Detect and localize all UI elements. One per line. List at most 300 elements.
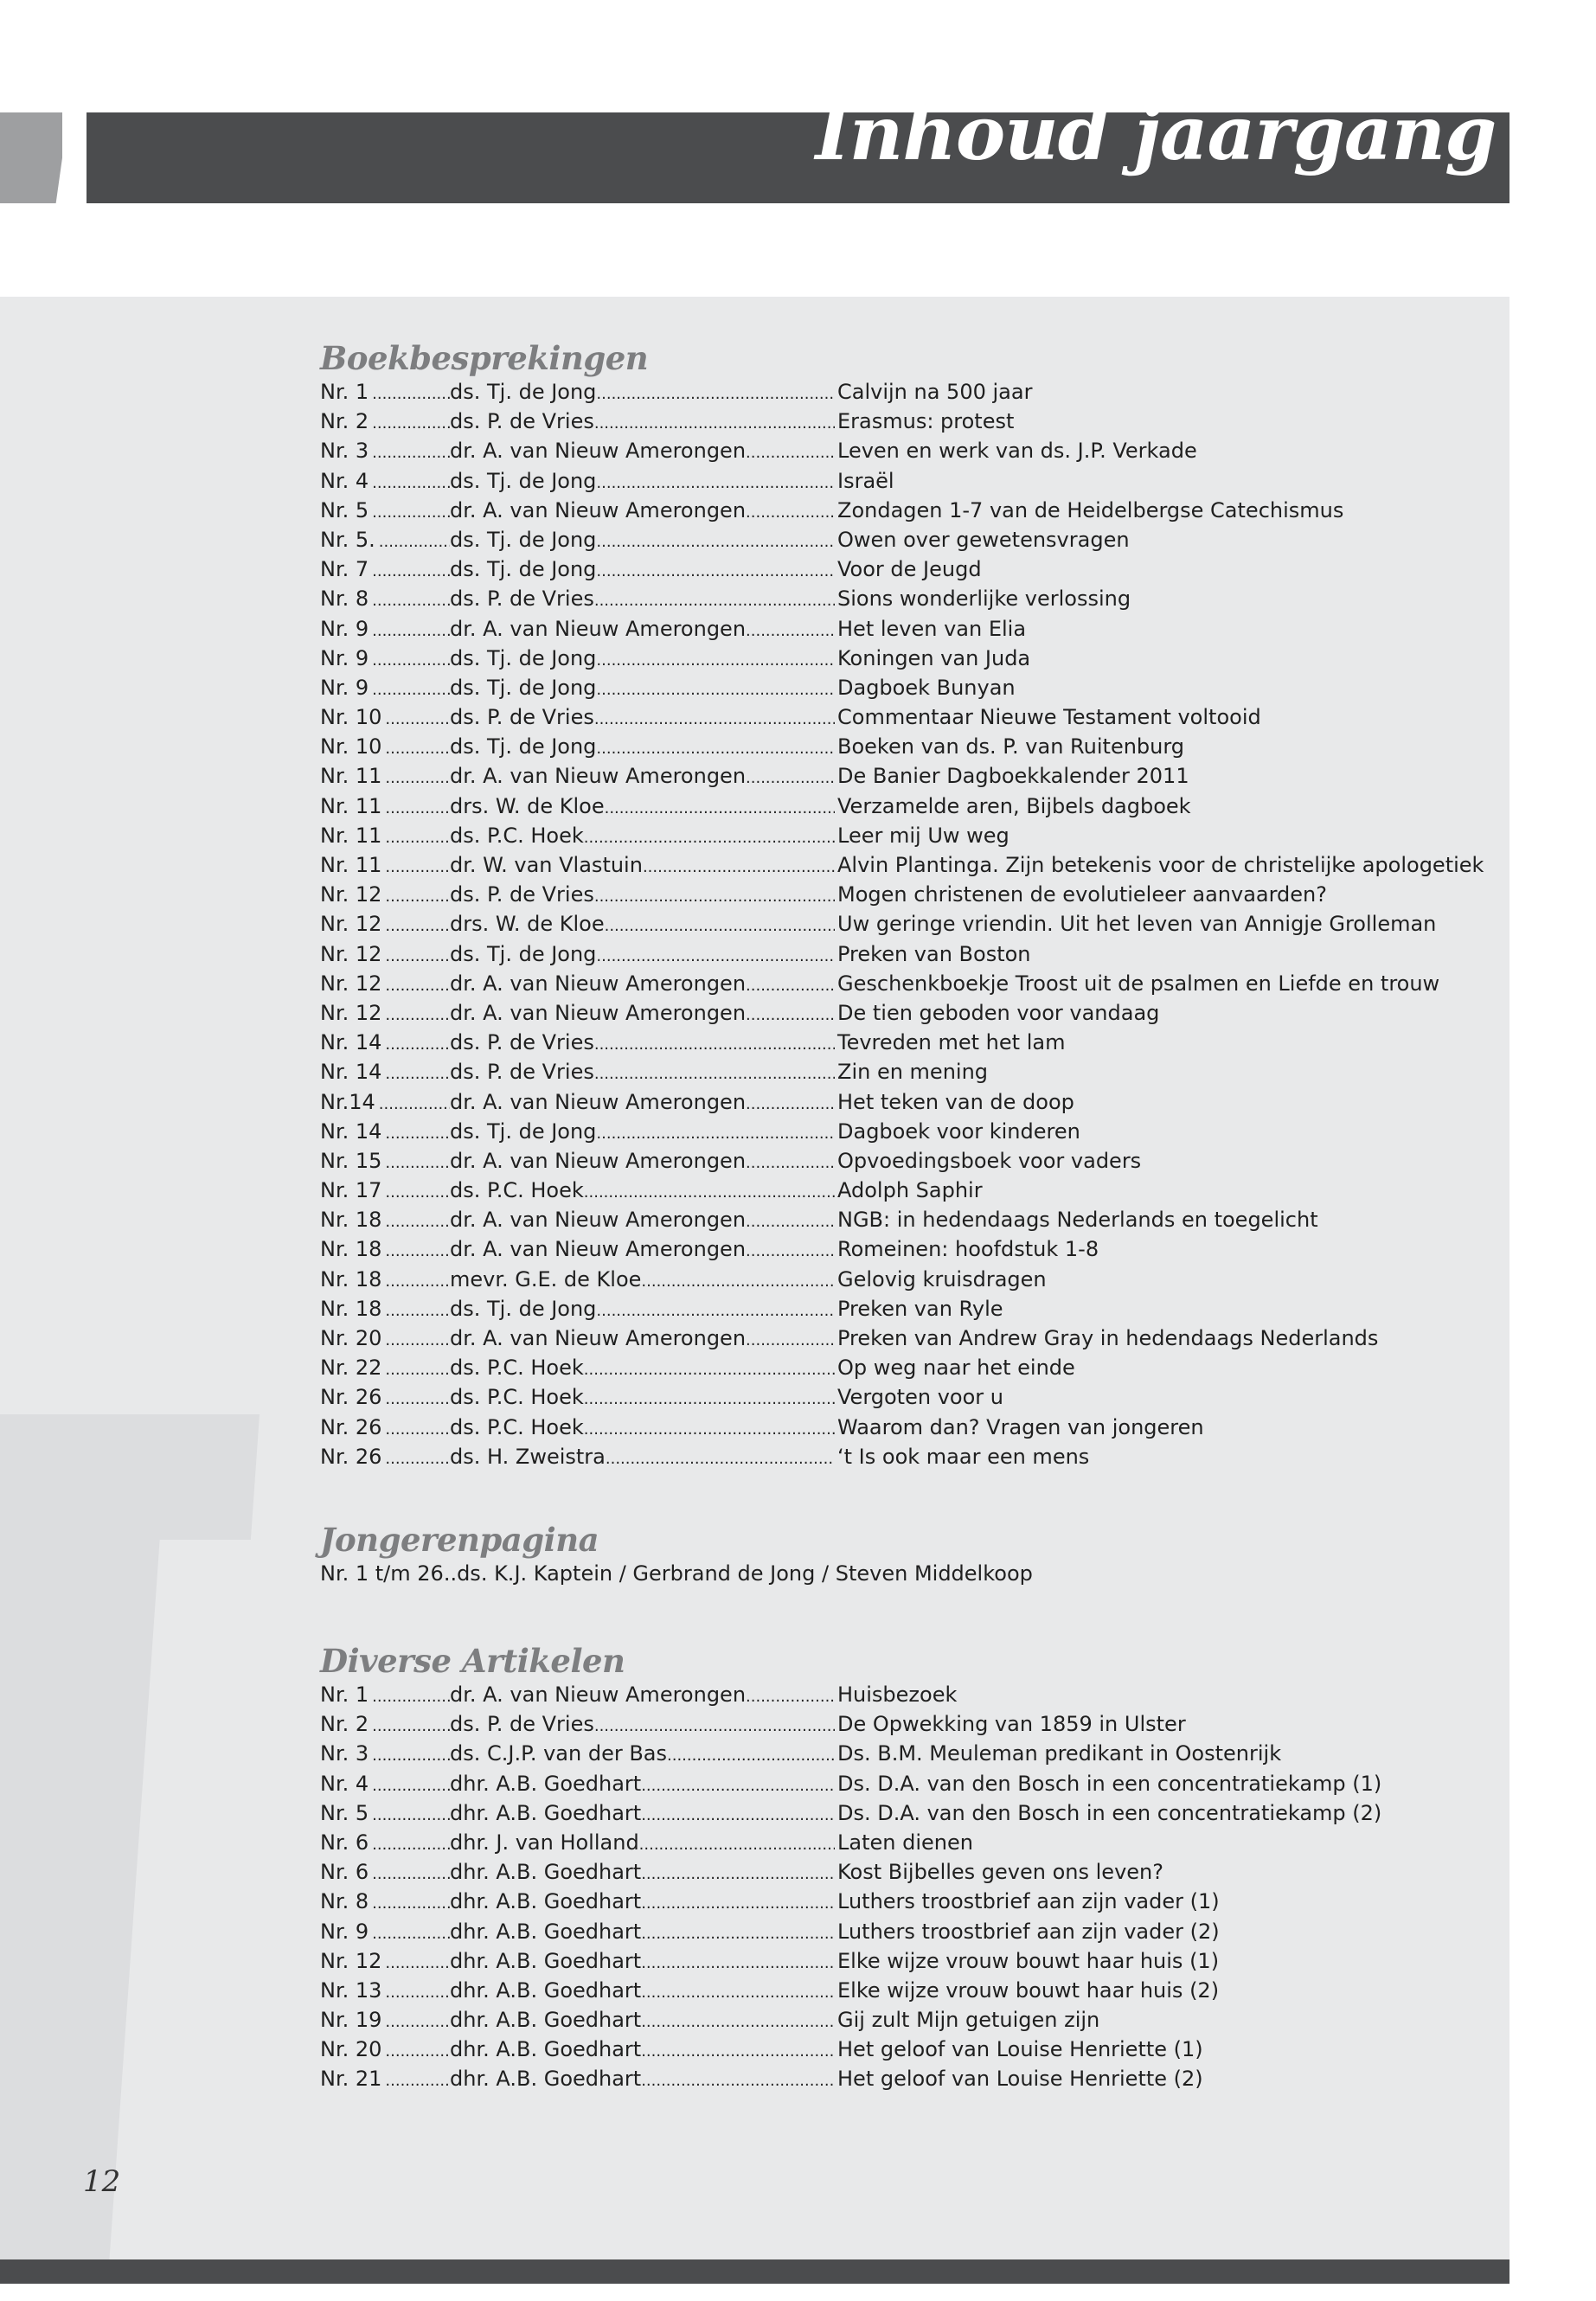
toc-entry [320, 761, 1488, 791]
entry-title: Uw geringe vriendin. Uit het leven van Annigje Grolleman [837, 912, 1437, 937]
entry-title: Gij zult Mijn getuigen zijn [837, 2008, 1100, 2033]
entry-author: mevr. G.E. de Kloe [450, 1266, 642, 1292]
dot-leader [667, 1741, 835, 1771]
entry-reference [320, 821, 837, 853]
entry-reference [320, 1442, 837, 1474]
section-jongerenpagina [320, 1521, 1488, 1588]
entry-author: ds. Tj. de Jong [450, 941, 597, 966]
dot-leader [594, 705, 835, 734]
dot-leader [746, 1326, 835, 1356]
toc-entry [320, 1205, 1488, 1234]
entry-reference [320, 1857, 837, 1889]
entry-title: NGB: in hedendaags Nederlands en toegelicht [837, 1208, 1318, 1233]
toc-entry [320, 850, 1488, 880]
entry-issue-number: Nr. 1 [320, 380, 369, 404]
entry-reference [320, 1739, 837, 1771]
watermark-shape-top [0, 1414, 260, 1540]
entry-author: ds. Tj. de Jong [450, 380, 597, 404]
entry-issue-number: Nr. 15 [320, 1148, 382, 1173]
dot-leader [372, 1920, 450, 1949]
entry-reference [320, 1887, 837, 1919]
entry-reference [320, 1205, 837, 1237]
dot-leader [746, 1149, 835, 1178]
entry-issue-number: Nr. 26 [320, 1414, 382, 1439]
entry-author: dr. A. van Nieuw Amerongen [450, 497, 747, 522]
entry-title: Zondagen 1-7 van de Heidelbergse Catechismus [837, 497, 1344, 522]
entry-issue-number: Nr. 12 [320, 971, 382, 996]
entry-issue-number: Nr. 26 [320, 1385, 382, 1410]
entry-author: dr. A. van Nieuw Amerongen [450, 439, 747, 464]
dot-leader [372, 1741, 450, 1771]
dot-leader [385, 1178, 450, 1208]
entry-author: ds. P.C. Hoek [450, 1356, 584, 1381]
entry-author: dhr. A.B. Goedhart [450, 1771, 642, 1796]
dot-leader [385, 1149, 450, 1178]
entry-issue-number: Nr. 12 [320, 941, 382, 966]
entry-title: Zin en mening [837, 1060, 989, 1085]
dot-leader [643, 853, 835, 882]
entry-title: Het teken van de doop [837, 1089, 1074, 1114]
dot-leader [641, 1889, 835, 1919]
entry-issue-number: Nr. 4 [320, 1771, 369, 1796]
dot-leader [584, 1356, 835, 1385]
entry-issue-number: Nr. 8 [320, 1889, 369, 1914]
toc-entry [320, 1382, 1488, 1412]
entry-title: Romeinen: hoofdstuk 1-8 [837, 1237, 1099, 1262]
entry-author: dr. A. van Nieuw Amerongen [450, 1148, 747, 1173]
dot-leader [372, 469, 450, 498]
dot-leader [385, 794, 450, 824]
entry-reference [320, 792, 837, 824]
entry-author: ds. P.C. Hoek [450, 1385, 584, 1410]
dot-leader [379, 1090, 450, 1119]
dot-leader [385, 824, 450, 853]
section-title: Diverse Artikelen [320, 1642, 625, 1680]
dot-leader [385, 971, 450, 1001]
dot-leader [596, 1119, 835, 1149]
dot-leader [641, 1801, 835, 1830]
toc-entry [320, 1976, 1488, 2005]
entry-title: Tevreden met het lam [837, 1030, 1066, 1055]
dot-leader [372, 617, 450, 646]
entry-title: Koningen van Juda [837, 645, 1031, 670]
entry-author: ds. P. de Vries [450, 705, 594, 730]
entry-reference [320, 1294, 837, 1326]
dot-leader [746, 1001, 835, 1030]
entry-author: ds. Tj. de Jong [450, 645, 597, 670]
entry-author: dr. W. van Vlastuin [450, 853, 643, 877]
toc-entry [320, 1442, 1488, 1471]
entry-reference [320, 1234, 837, 1266]
entry-reference [320, 496, 837, 528]
dot-leader [639, 1830, 835, 1860]
dot-leader [641, 2037, 835, 2067]
entry-reference [320, 1709, 837, 1741]
toc-entry [320, 496, 1488, 525]
dot-leader [596, 528, 835, 557]
entry-title: Huisbezoek [837, 1682, 958, 1707]
section-title: Jongerenpagina [320, 1521, 599, 1559]
entry-reference [320, 614, 837, 646]
toc-entry [320, 2035, 1488, 2064]
entry-reference [320, 673, 837, 705]
entry-issue-number: Nr. 22 [320, 1356, 382, 1381]
dot-leader [641, 2008, 835, 2037]
section-diverse-artikelen [320, 1642, 1488, 2094]
entry-title: Preken van Ryle [837, 1296, 1003, 1321]
toc-entry [320, 1294, 1488, 1324]
entry-author: dhr. J. van Holland [450, 1830, 639, 1855]
toc-entry [320, 525, 1488, 554]
entry-title: Boeken van ds. P. van Ruitenburg [837, 734, 1185, 760]
entry-issue-number: Nr. 18 [320, 1237, 382, 1262]
dot-leader [584, 824, 835, 853]
dot-leader [385, 1267, 450, 1297]
footer-bar [0, 2259, 1509, 2284]
toc-entry [320, 1117, 1488, 1146]
toc-entry [320, 1769, 1488, 1798]
entry-author: dr. A. van Nieuw Amerongen [450, 971, 747, 996]
entry-reference [320, 939, 837, 971]
entry-title: Waarom dan? Vragen van jongeren [837, 1414, 1204, 1439]
dot-leader [641, 1949, 835, 1978]
entry-author: drs. W. de Kloe [450, 912, 605, 937]
entry-title: Gelovig kruisdragen [837, 1266, 1047, 1292]
dot-leader [372, 498, 450, 528]
entry-reference [320, 969, 837, 1001]
dot-leader [746, 498, 835, 528]
entry-issue-number: Nr. 26 [320, 1444, 382, 1469]
toc-entry [320, 584, 1488, 613]
dot-leader [641, 1267, 835, 1297]
entry-author: ds. P.C. Hoek [450, 1178, 584, 1203]
entry-issue-number: Nr. 8 [320, 586, 369, 612]
toc-entry [320, 909, 1488, 939]
toc-entry [320, 1680, 1488, 1709]
entry-issue-number: Nr. 18 [320, 1266, 382, 1292]
toc-entry [320, 1946, 1488, 1976]
entry-author: dhr. A.B. Goedhart [450, 2037, 642, 2062]
entry-reference [320, 702, 837, 734]
entry-list [320, 377, 1488, 1471]
entry-reference [320, 1976, 837, 2008]
dot-leader [385, 1978, 450, 2008]
jongerenpagina-line: Nr. 1 t/m 26..ds. K.J. Kaptein / Gerbrand de Jong / Steven Middelkoop [320, 1561, 1033, 1586]
entry-reference [320, 1917, 837, 1949]
dot-leader [746, 1237, 835, 1266]
toc-entry [320, 1739, 1488, 1768]
dot-leader [594, 586, 835, 616]
toc-entry [320, 1828, 1488, 1857]
dot-leader [606, 1445, 835, 1474]
toc-entry [320, 1324, 1488, 1353]
entry-reference [320, 466, 837, 498]
toc-entry [320, 1917, 1488, 1946]
entry-issue-number: Nr. 3 [320, 439, 369, 464]
entry-title: Preken van Boston [837, 941, 1031, 966]
entry-issue-number: Nr. 10 [320, 734, 382, 760]
dot-leader [584, 1385, 835, 1414]
entry-issue-number: Nr. 3 [320, 1741, 369, 1766]
entry-title: Dagboek voor kinderen [837, 1118, 1080, 1144]
entry-reference [320, 1265, 837, 1297]
toc-entry [320, 466, 1488, 496]
dot-leader [372, 1860, 450, 1889]
entry-author: drs. W. de Kloe [450, 793, 605, 818]
entry-author: dr. A. van Nieuw Amerongen [450, 1089, 747, 1114]
dot-leader [641, 2067, 835, 2096]
entry-issue-number: Nr. 5 [320, 1800, 369, 1825]
dot-leader [746, 1208, 835, 1237]
entry-title: Opvoedingsboek voor vaders [837, 1148, 1142, 1173]
entry-author: ds. C.J.P. van der Bas [450, 1741, 668, 1766]
toc-entry [320, 821, 1488, 850]
entry-issue-number: Nr. 2 [320, 1712, 369, 1737]
entry-author: dhr. A.B. Goedhart [450, 2008, 642, 2033]
entry-issue-number: Nr. 4 [320, 468, 369, 493]
dot-leader [372, 1889, 450, 1919]
page-title: Inhoud jaargang 7 [815, 90, 1572, 177]
entry-issue-number: Nr. 13 [320, 1977, 382, 2003]
entry-author: ds. P. de Vries [450, 1712, 594, 1737]
dot-leader [385, 2067, 450, 2096]
dot-leader [385, 1385, 450, 1414]
entry-author: ds. P. de Vries [450, 586, 594, 612]
toc-entry [320, 673, 1488, 702]
section-title: Boekbesprekingen [320, 339, 649, 377]
entry-title: De Opwekking van 1859 in Ulster [837, 1712, 1186, 1737]
dot-leader [372, 380, 450, 409]
toc-entry [320, 702, 1488, 732]
entry-title: Geschenkboekje Troost uit de psalmen en Liefde en trouw [837, 971, 1440, 996]
entry-author: ds. P. de Vries [450, 409, 594, 434]
dot-leader [641, 1860, 835, 1889]
entry-author: dr. A. van Nieuw Amerongen [450, 616, 747, 641]
entry-author: dr. A. van Nieuw Amerongen [450, 764, 747, 789]
entry-title: Het leven van Elia [837, 616, 1027, 641]
entry-title: Luthers troostbrief aan zijn vader (1) [837, 1889, 1220, 1914]
dot-leader [746, 1682, 835, 1712]
entry-title: Owen over gewetensvragen [837, 527, 1130, 552]
toc-entry [320, 1887, 1488, 1916]
entry-author: ds. Tj. de Jong [450, 557, 597, 582]
entry-title: Preken van Andrew Gray in hedendaags Nederlands [837, 1326, 1379, 1350]
entry-author: ds. H. Zweistra [450, 1444, 606, 1469]
entry-title: Elke wijze vrouw bouwt haar huis (2) [837, 1977, 1220, 2003]
entry-author: dhr. A.B. Goedhart [450, 2067, 642, 2092]
entry-reference [320, 761, 837, 793]
entry-reference [320, 554, 837, 586]
toc-entry [320, 880, 1488, 909]
toc-entry [320, 1353, 1488, 1382]
entry-title: Israël [837, 468, 894, 493]
dot-leader [584, 1178, 835, 1208]
dot-leader [385, 2008, 450, 2037]
entry-reference [320, 1828, 837, 1860]
dot-leader [746, 971, 835, 1001]
dot-leader [385, 1001, 450, 1030]
entry-issue-number: Nr. 12 [320, 1948, 382, 1973]
section-boekbesprekingen [320, 339, 1488, 1471]
entry-issue-number: Nr. 12 [320, 1000, 382, 1025]
dot-leader [596, 469, 835, 498]
dot-leader [596, 942, 835, 971]
entry-title: Ds. D.A. van den Bosch in een concentratiekamp (1) [837, 1771, 1382, 1796]
entry-title: Sions wonderlijke verlossing [837, 586, 1131, 612]
dot-leader [594, 1030, 835, 1060]
dot-leader [385, 1297, 450, 1326]
entry-issue-number: Nr. 18 [320, 1296, 382, 1321]
entry-title: Vergoten voor u [837, 1385, 1003, 1410]
entry-issue-number: Nr. 6 [320, 1860, 369, 1885]
entry-issue-number: Nr. 20 [320, 1326, 382, 1350]
entry-author: dr. A. van Nieuw Amerongen [450, 1237, 747, 1262]
entry-issue-number: Nr. 9 [320, 616, 369, 641]
entry-reference [320, 1769, 837, 1801]
toc-entry [320, 554, 1488, 584]
entry-issue-number: Nr. 11 [320, 793, 382, 818]
dot-leader [605, 794, 835, 824]
entry-author: dr. A. van Nieuw Amerongen [450, 1208, 747, 1233]
entry-reference [320, 1382, 837, 1414]
entry-title: De tien geboden voor vandaag [837, 1000, 1160, 1025]
entry-reference [320, 1028, 837, 1060]
entry-author: ds. P. de Vries [450, 1060, 594, 1085]
entry-title: Leer mij Uw weg [837, 823, 1010, 848]
entry-reference [320, 584, 837, 616]
entry-reference [320, 407, 837, 439]
entry-reference [320, 880, 837, 912]
dot-leader [372, 439, 450, 468]
entry-title: Alvin Plantinga. Zijn betekenis voor de christelijke apologetiek [837, 853, 1484, 877]
entry-title: De Banier Dagboekkalender 2011 [837, 764, 1189, 789]
entry-reference [320, 1057, 837, 1089]
entry-title: Op weg naar het einde [837, 1356, 1075, 1381]
entry-issue-number: Nr. 14 [320, 1118, 382, 1144]
dot-leader [385, 2037, 450, 2067]
header-accent-block [0, 112, 62, 203]
entry-title: Luthers troostbrief aan zijn vader (2) [837, 1919, 1220, 1944]
dot-leader [385, 1208, 450, 1237]
entry-author: ds. Tj. de Jong [450, 527, 597, 552]
dot-leader [641, 1772, 835, 1801]
dot-leader [385, 1415, 450, 1445]
toc-entry [320, 732, 1488, 761]
entry-issue-number: Nr. 18 [320, 1208, 382, 1233]
entry-issue-number: Nr. 12 [320, 882, 382, 907]
toc-entry [320, 1057, 1488, 1086]
entry-reference [320, 1680, 837, 1712]
entry-issue-number: Nr. 11 [320, 764, 382, 789]
entry-reference [320, 909, 837, 941]
dot-leader [385, 705, 450, 734]
dot-leader [594, 409, 835, 439]
entry-issue-number: Nr. 6 [320, 1830, 369, 1855]
toc-entry [320, 1146, 1488, 1176]
entry-title: ‘t Is ook maar een mens [837, 1444, 1090, 1469]
entry-reference [320, 732, 837, 764]
entry-issue-number: Nr. 19 [320, 2008, 382, 2033]
dot-leader [372, 557, 450, 586]
entry-title: Commentaar Nieuwe Testament voltooid [837, 705, 1261, 730]
toc-entry [320, 1176, 1488, 1205]
dot-leader [385, 764, 450, 793]
entry-issue-number: Nr. 17 [320, 1178, 382, 1203]
dot-leader [372, 646, 450, 676]
dot-leader [746, 764, 835, 793]
toc-entry [320, 407, 1488, 436]
dot-leader [385, 1356, 450, 1385]
dot-leader [372, 409, 450, 439]
entry-list [320, 1680, 1488, 2094]
dot-leader [372, 586, 450, 616]
entry-title: Het geloof van Louise Henriette (1) [837, 2037, 1203, 2062]
entry-author: dhr. A.B. Goedhart [450, 1919, 642, 1944]
dot-leader [385, 1030, 450, 1060]
entry-title: Adolph Saphir [837, 1178, 983, 1203]
entry-reference [320, 644, 837, 676]
entry-author: ds. P. de Vries [450, 882, 594, 907]
toc-entry [320, 2005, 1488, 2035]
dot-leader [641, 1920, 835, 1949]
toc-entry [320, 1265, 1488, 1294]
dot-leader [372, 1772, 450, 1801]
entry-reference [320, 2064, 837, 2096]
entry-issue-number: Nr. 9 [320, 675, 369, 700]
entry-reference [320, 1176, 837, 1208]
dot-leader [584, 1415, 835, 1445]
dot-leader [385, 1445, 450, 1474]
toc-entry [320, 1234, 1488, 1264]
entry-author: ds. Tj. de Jong [450, 675, 597, 700]
toc-entry [320, 998, 1488, 1028]
entry-issue-number: Nr. 14 [320, 1060, 382, 1085]
toc-entry [320, 792, 1488, 821]
entry-reference [320, 2005, 837, 2037]
entry-author: ds. Tj. de Jong [450, 468, 597, 493]
entry-issue-number: Nr. 20 [320, 2037, 382, 2062]
dot-leader [385, 1949, 450, 1978]
entry-issue-number: Nr. 10 [320, 705, 382, 730]
dot-leader [385, 882, 450, 912]
entry-title: Elke wijze vrouw bouwt haar huis (1) [837, 1948, 1220, 1973]
entry-author: dhr. A.B. Goedhart [450, 1889, 642, 1914]
entry-issue-number: Nr. 9 [320, 1919, 369, 1944]
dot-leader [372, 676, 450, 705]
dot-leader [594, 1712, 835, 1741]
toc-entry [320, 644, 1488, 673]
entry-author: dhr. A.B. Goedhart [450, 1800, 642, 1825]
entry-issue-number: Nr. 7 [320, 557, 369, 582]
dot-leader [379, 528, 450, 557]
dot-leader [594, 882, 835, 912]
dot-leader [746, 439, 835, 468]
entry-issue-number: Nr. 14 [320, 1030, 382, 1055]
toc-entry [320, 377, 1488, 407]
entry-issue-number: Nr.14 [320, 1089, 375, 1114]
dot-leader [596, 380, 835, 409]
toc-entry [320, 2064, 1488, 2093]
entry-author: ds. Tj. de Jong [450, 1296, 597, 1321]
entry-author: ds. P.C. Hoek [450, 1414, 584, 1439]
entry-issue-number: Nr. 21 [320, 2067, 382, 2092]
dot-leader [746, 1090, 835, 1119]
toc-entry [320, 1709, 1488, 1739]
dot-leader [372, 1830, 450, 1860]
dot-leader [746, 617, 835, 646]
entry-author: ds. P. de Vries [450, 1030, 594, 1055]
dot-leader [385, 853, 450, 882]
